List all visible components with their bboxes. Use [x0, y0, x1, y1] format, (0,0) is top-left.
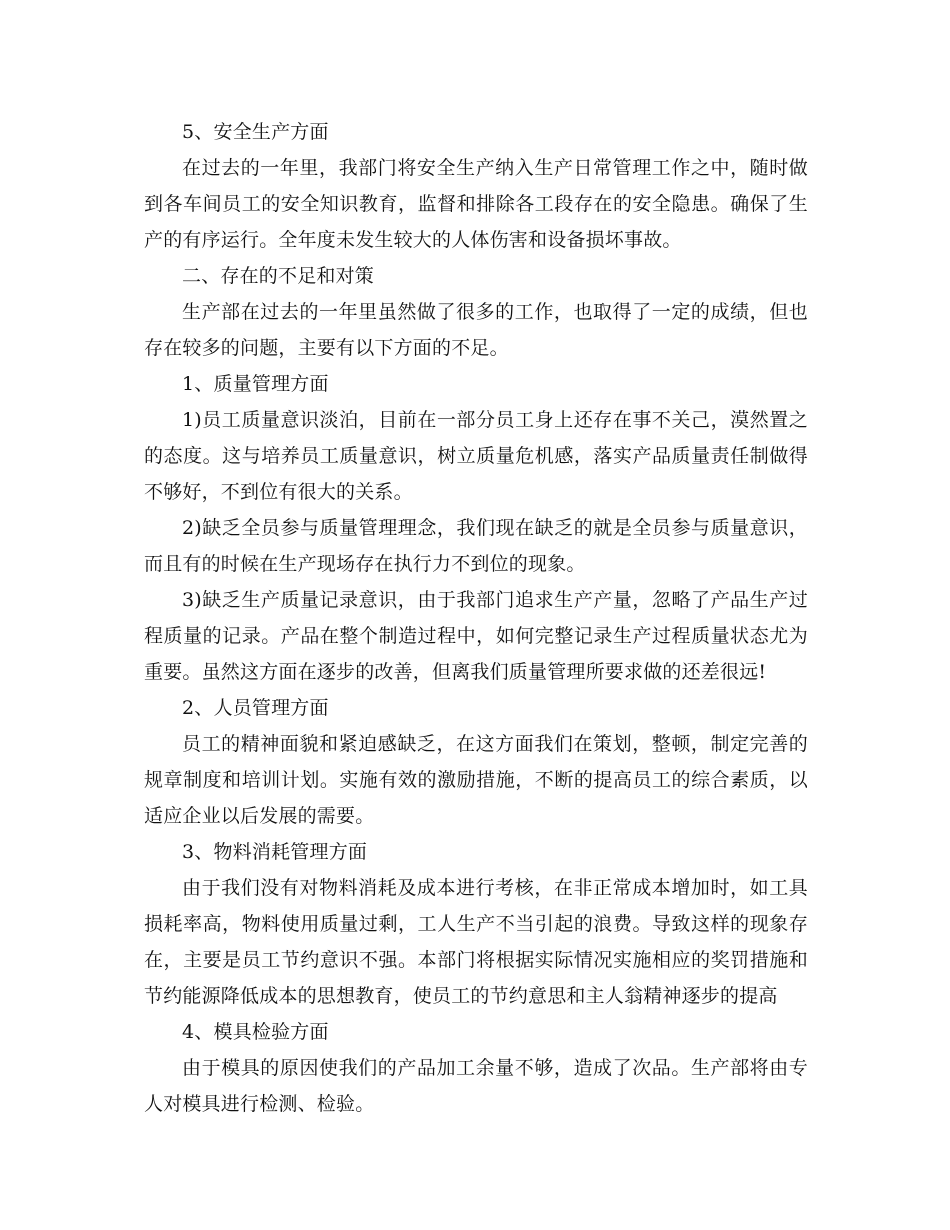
paragraph-quality-1: 1)员工质量意识淡泊，目前在一部分员工身上还存在事不关己，漠然置之的态度。这与培养员工质量意识，树立质量危机感，落实产品质量责任制做得不够好，不到位有很大的关系。: [144, 409, 808, 503]
section-heading-personnel: 2、人员管理方面: [182, 697, 329, 719]
paragraph-molds: 由于模具的原因使我们的产品加工余量不够，造成了次品。生产部将由专人对模具进行检测、检验。: [144, 1057, 808, 1115]
paragraph-quality-3: 3)缺乏生产质量记录意识，由于我部门追求生产产量，忽略了产品生产过程质量的记录。产品在整个制造过程中，如何完整记录生产过程质量状态尤为重要。虽然这方面在逐步的改善，但离我们质量管理所要求做的还差很远!: [144, 589, 808, 683]
paragraph-materials: 由于我们没有对物料消耗及成本进行考核，在非正常成本增加时，如工具损耗率高，物料使用质量过剩，工人生产不当引起的浪费。导致这样的现象存在，主要是员工节约意识不强。本部门将根据实际情况实施相应的奖罚措施和节约能源降低成本的思想教育，使员工的节约意思和主人翁精神逐步的提高: [144, 877, 808, 1007]
section-heading-shortcomings: 二、存在的不足和对策: [182, 265, 375, 287]
section-heading-molds: 4、模具检验方面: [182, 1021, 329, 1043]
section-heading-safety: 5、安全生产方面: [182, 121, 329, 143]
document-body: [144, 114, 808, 1122]
paragraph-quality-2: 2)缺乏全员参与质量管理理念，我们现在缺乏的就是全员参与质量意识，而且有的时候在生产现场存在执行力不到位的现象。: [144, 517, 808, 575]
section-heading-materials: 3、物料消耗管理方面: [182, 841, 368, 863]
paragraph-shortcomings-intro: 生产部在过去的一年里虽然做了很多的工作，也取得了一定的成绩，但也存在较多的问题，主要有以下方面的不足。: [144, 301, 808, 359]
paragraph-personnel: 员工的精神面貌和紧迫感缺乏，在这方面我们在策划，整顿，制定完善的规章制度和培训计划。实施有效的激励措施，不断的提高员工的综合素质，以适应企业以后发展的需要。: [144, 733, 808, 827]
paragraph-safety: 在过去的一年里，我部门将安全生产纳入生产日常管理工作之中，随时做到各车间员工的安全知识教育，监督和排除各工段存在的安全隐患。确保了生产的有序运行。全年度未发生较大的人体伤害和设备损坏事故。: [144, 157, 808, 251]
section-heading-quality: 1、质量管理方面: [182, 373, 329, 395]
